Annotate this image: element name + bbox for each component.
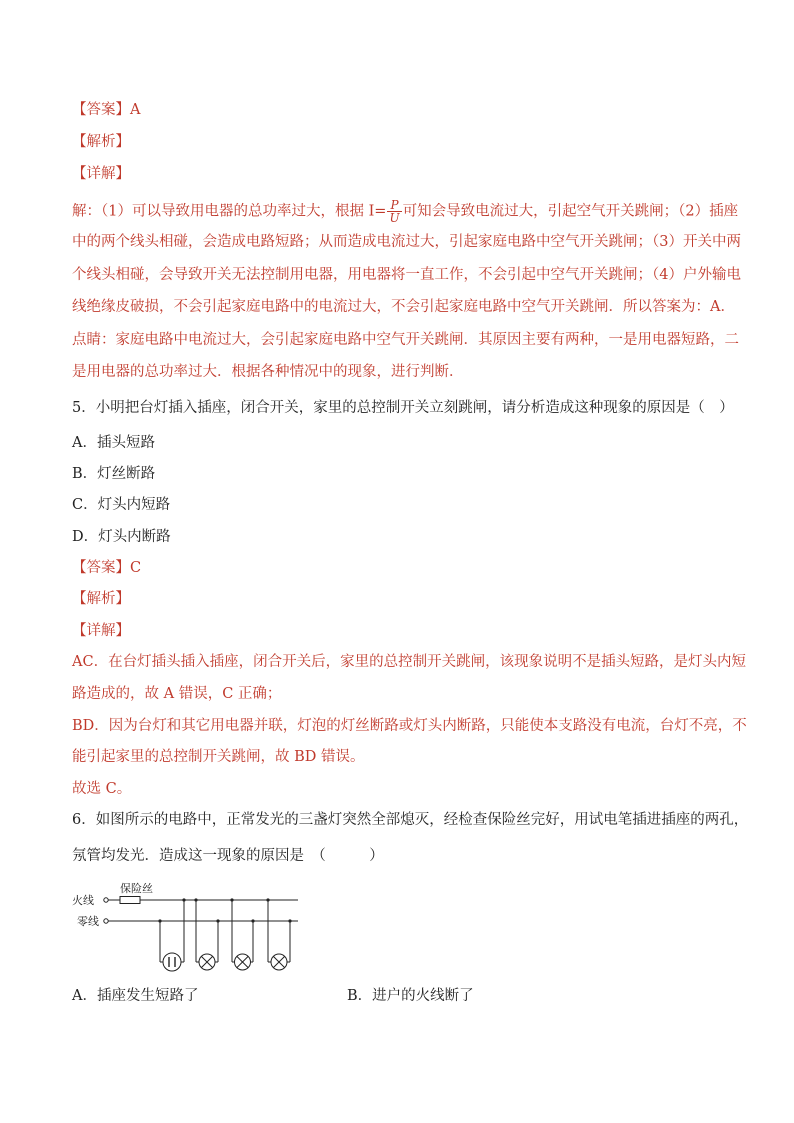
q4-solution-post: 可知会导致电流过大，引起空气开关跳闸；（2）插座	[402, 203, 739, 220]
q5-ac-line-2: 路造成的，故 A 错误，C 正确；	[72, 686, 282, 702]
neutral-wire-label: 零线	[77, 915, 99, 928]
q5-option-c: C．灯头内短路	[72, 497, 171, 513]
q4-solution-line-1	[72, 199, 738, 224]
q6-stem-line-2: 氖管均发光．造成这一现象的原因是 （ ）	[72, 848, 384, 864]
q5-answer: 【答案】C	[72, 560, 142, 576]
q4-solution-line-3: 个线头相碰，会导致开关无法控制用电器，用电器将一直工作，不会引起中空气开关跳闸；（4）户外输电	[72, 267, 741, 283]
q5-bd-line-2: 能引起家里的总控制开关跳闸，故 BD 错误。	[72, 749, 365, 765]
q6-stem-line-1: 6．如图所示的电路中，正常发光的三盏灯突然全部熄灭，经检查保险丝完好，用试电笔插进插座的两孔，	[72, 812, 749, 828]
q5-detail-heading: 【详解】	[72, 623, 130, 639]
fuse	[120, 897, 140, 904]
lamp-branch-3	[266, 898, 291, 970]
live-terminal	[104, 898, 108, 902]
socket-branch	[158, 898, 185, 971]
lamp-branch-2	[230, 898, 254, 970]
fraction-numerator: P	[387, 199, 401, 212]
q5-conclusion: 故选 C。	[72, 781, 132, 797]
socket-icon	[163, 953, 181, 971]
fuse-label: 保险丝	[120, 882, 153, 895]
q4-solution-line-4: 线绝缘皮破损，不会引起家庭电路中的电流过大，不会引起家庭电路中空气开关跳闸．所以答案为：A．	[72, 299, 735, 315]
q4-detail-heading: 【详解】	[72, 166, 130, 182]
lamp-branch-1	[194, 898, 219, 970]
q4-solution-line-2: 中的两个线头相碰，会造成电路短路；从而造成电流过大，引起家庭电路中空气开关跳闸；（3）开关中两	[72, 234, 741, 250]
fraction-denominator: U	[389, 211, 400, 225]
q4-comment-line-2: 是用电器的总功率过大．根据各种情况中的现象，进行判断．	[72, 364, 464, 380]
q4-answer: 【答案】A	[72, 102, 141, 118]
q6-option-a: A．插座发生短路了	[72, 988, 199, 1004]
q5-option-d: D．灯头内断路	[72, 529, 171, 545]
q4-analysis-heading: 【解析】	[72, 134, 130, 150]
q4-solution-pre: 解：（1）可以导致用电器的总功率过大，根据 I=	[72, 203, 387, 220]
q5-analysis-heading: 【解析】	[72, 591, 130, 607]
q5-ac-line-1: AC．在台灯插头插入插座，闭合开关后，家里的总控制开关跳闸，该现象说明不是插头短路，是灯头内短	[72, 654, 747, 670]
q6-option-b: B．进户的火线断了	[347, 988, 474, 1004]
q5-option-b: B．灯丝断路	[72, 466, 156, 482]
household-circuit-diagram	[72, 878, 304, 978]
q5-bd-line-1: BD．因为台灯和其它用电器并联，灯泡的灯丝断路或灯头内断路，只能使本支路没有电流，台灯不亮，不	[72, 718, 747, 734]
power-current-fraction	[387, 199, 401, 224]
live-wire-label: 火线	[72, 894, 94, 907]
q5-stem: 5．小明把台灯插入插座，闭合开关，家里的总控制开关立刻跳闸，请分析造成这种现象的原因是（ ）	[72, 400, 734, 416]
q5-option-a: A．插头短路	[72, 435, 155, 451]
q4-comment-line-1: 点睛：家庭电路中电流过大，会引起家庭电路中空气开关跳闸．其原因主要有两种，一是用电器短路，二	[72, 332, 739, 348]
neutral-terminal	[104, 919, 108, 923]
